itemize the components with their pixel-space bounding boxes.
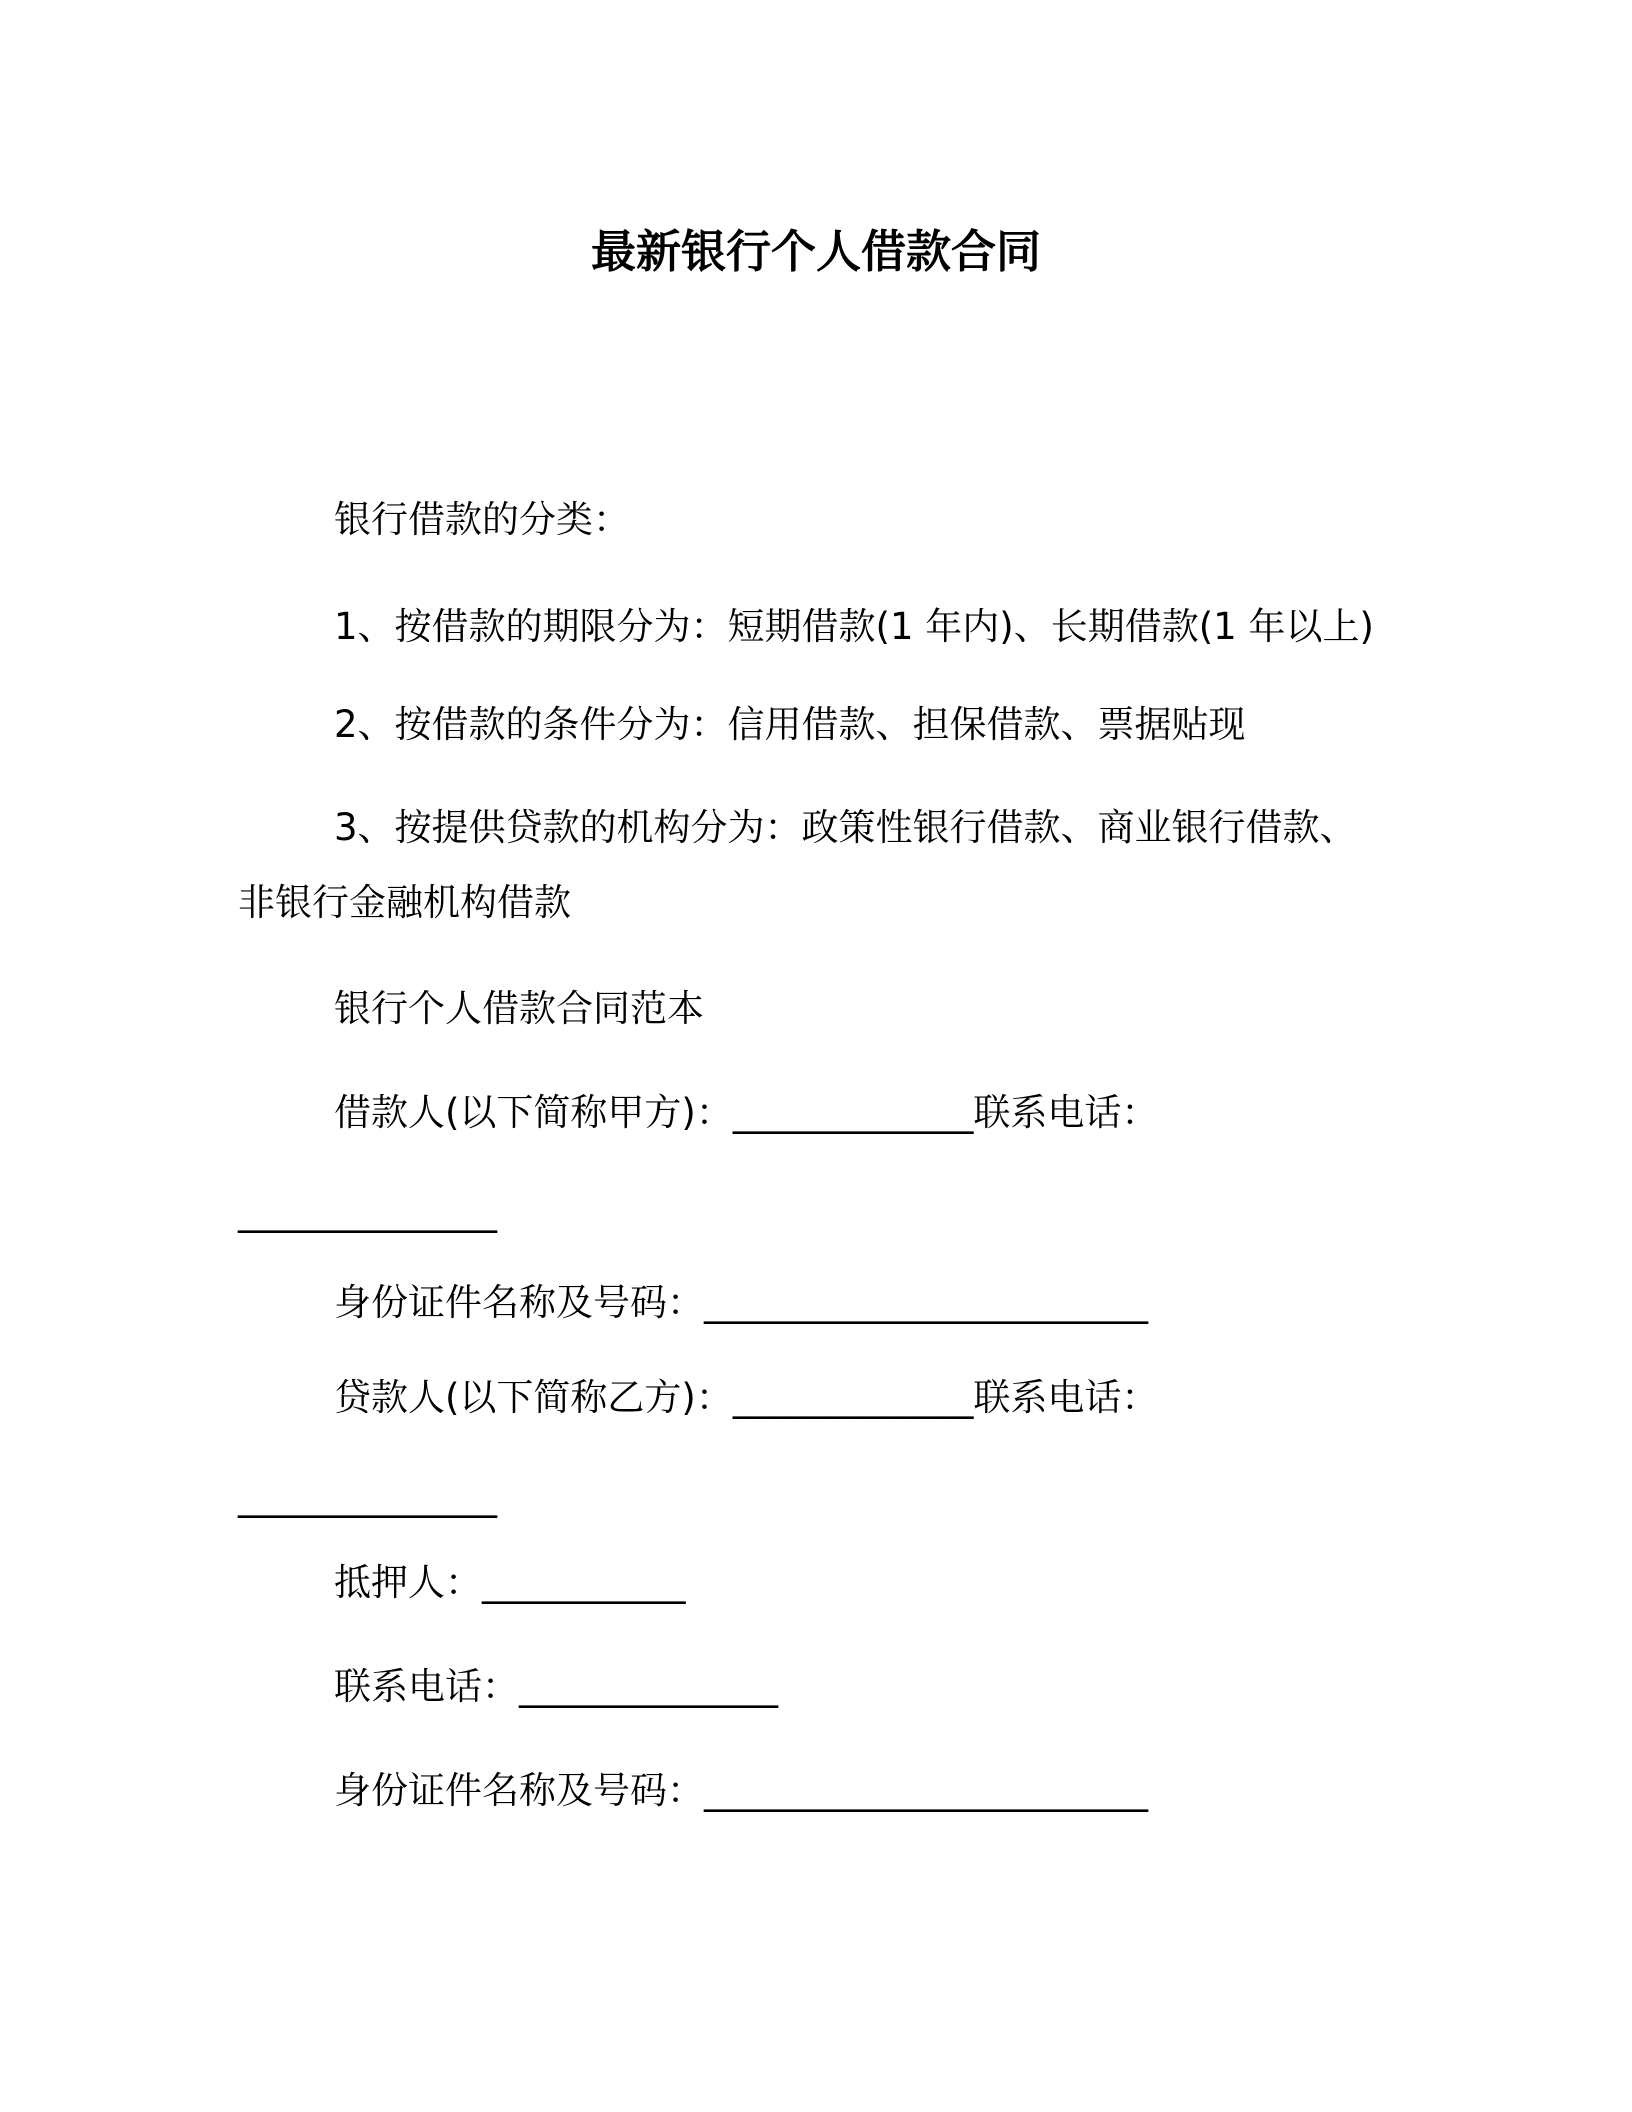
document-title: 最新银行个人借款合同: [590, 225, 1041, 278]
classification-item-2: 2、按借款的条件分为：信用借款、担保借款、票据贴现: [334, 703, 1246, 746]
mortgagor-id-line: 身份证件名称及号码：________________________: [334, 1769, 1148, 1812]
borrower-phone-blank: ______________: [238, 1190, 497, 1233]
lender-phone-blank: ______________: [238, 1475, 497, 1518]
classification-item-1: 1、按借款的期限分为：短期借款(1 年内)、长期借款(1 年以上): [334, 605, 1374, 648]
classification-item-3-continued: 非银行金融机构借款: [238, 881, 571, 924]
classification-heading: 银行借款的分类：: [334, 498, 630, 541]
lender-line: 贷款人(以下简称乙方)：_____________联系电话：: [334, 1376, 1159, 1419]
borrower-id-line: 身份证件名称及号码：________________________: [334, 1281, 1148, 1324]
classification-item-3: 3、按提供贷款的机构分为：政策性银行借款、商业银行借款、: [334, 806, 1357, 849]
mortgagor-phone-line: 联系电话：______________: [334, 1665, 778, 1708]
template-heading: 银行个人借款合同范本: [334, 987, 704, 1030]
mortgagor-line: 抵押人：___________: [334, 1561, 686, 1604]
borrower-line: 借款人(以下简称甲方)：_____________联系电话：: [334, 1091, 1159, 1134]
